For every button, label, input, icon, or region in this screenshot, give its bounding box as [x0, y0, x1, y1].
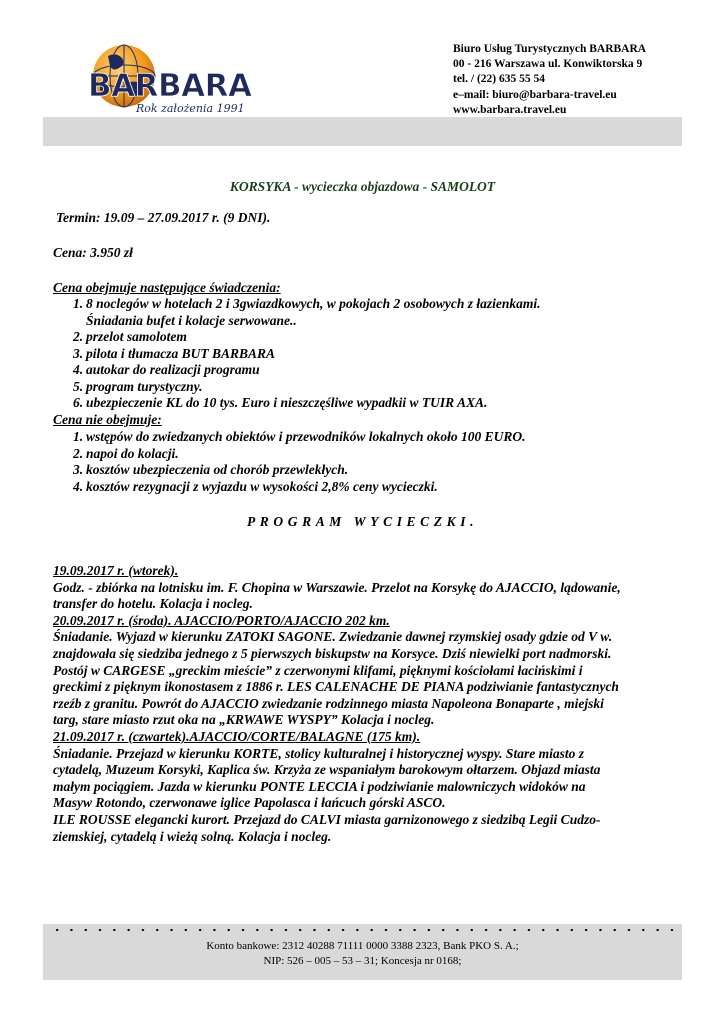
list-item: 3. kosztów ubezpieczenia od chorób przewlekłych. — [73, 462, 349, 477]
itinerary-day — [53, 563, 673, 613]
footer-dotted-rule — [50, 924, 675, 936]
day-heading: 21.09.2017 r. (czwartek).AJACCIO/CORTE/BALAGNE (175 km). — [53, 728, 421, 744]
day-heading: 20.09.2017 r. (środa). AJACCIO/PORTO/AJACCIO 202 km. — [53, 612, 390, 628]
list-item: 2. przelot samolotem — [73, 329, 187, 344]
company-address: 00 - 216 Warszawa ul. Konwiktorska 9 — [453, 58, 643, 71]
logo-tagline: Rok założenia 1991 — [136, 102, 245, 115]
day-text-line: transfer do hotelu. Kolacja i nocleg. — [53, 596, 253, 612]
trip-term: Termin: 19.09 – 27.09.2017 r. (9 DNI). — [56, 210, 271, 225]
itinerary-day — [53, 613, 673, 729]
footer-info — [43, 939, 682, 969]
includes-list — [53, 296, 598, 412]
trip-price: Cena: 3.950 zł — [53, 245, 133, 260]
list-item: 4. kosztów rezygnacji z wyjazdu w wysokości 2,8% ceny wycieczki. — [73, 478, 438, 494]
day-text-line: małym pociągiem. Jazda w kierunku PONTE LECCIA i podziwianie malowniczych widoków na — [53, 778, 586, 794]
program-title: PROGRAM WYCIECZKI. — [246, 514, 479, 529]
day-text-line: Postój w CARGESE „greckim mieście” z czerwonymi klifami, pięknymi kościołami łacińskimi i — [53, 662, 583, 678]
day-text-line: cytadelą, Muzeum Korsyki, Kaplica św. Krzyża ze wspaniałym barokowym ołtarzem. Objazd miasta — [53, 762, 601, 778]
company-email: e–mail: biuro@barbara-travel.eu — [453, 88, 617, 101]
excludes-heading: Cena nie obejmuje: — [53, 412, 162, 427]
logo-wordmark: BARBARA — [88, 68, 252, 104]
company-info — [453, 42, 646, 118]
list-item: 2. napoi do kolacji. — [73, 445, 179, 461]
document-title: KORSYKA - wycieczka objazdowa - SAMOLOT — [229, 179, 496, 194]
day-text-line: Śniadanie. Przejazd w kierunku KORTE, stolicy kulturalnej i historycznej wyspy. Stare miasto z — [53, 745, 584, 761]
barbara-logo — [86, 42, 286, 116]
day-text-line: Godz. - zbiórka na lotnisku im. F. Chopina w Warszawie. Przelot na Korsykę do AJACCIO, lądowanie, — [53, 579, 621, 595]
day-text-line: ziemskiej, cytadelą i wieżą solną. Kolacja i nocleg. — [53, 828, 332, 844]
itinerary — [53, 563, 673, 845]
list-item: 1. 8 noclegów w hotelach 2 i 3gwiazdkowych, w pokojach 2 osobowych z łazienkami. Śniadania bufet i kolacje serwowane.. — [73, 296, 541, 328]
list-item: 6. ubezpieczenie KL do 10 tys. Euro i nieszczęśliwe wypadkii w TUIR AXA. — [73, 395, 488, 410]
day-text-line: targ, stare miasto rzut oka na „KRWAWE WYSPY” Kolacja i nocleg. — [53, 712, 435, 728]
day-heading: 19.09.2017 r. (wtorek). — [53, 563, 179, 578]
day-text-line: rzeźb z granitu. Powrót do AJACCIO zwiedzanie rodzinnego miasta Napoleona Bonaparte , miejski — [53, 695, 604, 711]
list-item: 3. pilota i tłumacza BUT BARBARA — [73, 345, 276, 361]
day-text-line: greckimi z pięknym ikonostasem z 1886 r. LES CALENACHE DE PIANA podziwianie fantastycznych — [53, 679, 619, 695]
day-text-line: znajdowała się siedziba jednego z 5 pierwszych biskupstw na Korsyce. Dziś niewielki port nadmorski. — [53, 645, 612, 661]
company-website: www.barbara.travel.eu — [453, 103, 567, 116]
list-item: 5. program turystyczny. — [73, 378, 203, 394]
header-band — [43, 117, 682, 146]
day-text-line: Masyw Rotondo, czerwonawe iglice Papolasca i łańcuch górski ASCO. — [53, 795, 446, 811]
excludes-list — [53, 429, 653, 495]
day-text-line: Śniadanie. Wyjazd w kierunku ZATOKI SAGONE. Zwiedzanie dawnej rzymskiej osady gdzie od V w. — [53, 629, 613, 645]
itinerary-day — [53, 729, 673, 845]
day-text-line: ILE ROUSSE elegancki kurort. Przejazd do CALVI miasta garnizonowego z siedzibą Legii Cudzo- — [53, 811, 601, 827]
includes-heading: Cena obejmuje następujące świadczenia: — [53, 280, 281, 295]
company-name: Biuro Usług Turystycznych BARBARA — [453, 43, 647, 55]
company-phone: tel. / (22) 635 55 54 — [453, 73, 545, 86]
footer-bank-account: Konto bankowe: 2312 40288 71111 0000 3388 2323, Bank PKO S. A.; — [206, 940, 519, 952]
list-item: 4. autokar do realizacji programu — [73, 362, 260, 377]
list-item: 1. wstępów do zwiedzanych obiektów i przewodników lokalnych około 100 EURO. — [73, 429, 526, 444]
footer-registry: NIP: 526 – 005 – 53 – 31; Koncesja nr 0168; — [263, 955, 462, 967]
